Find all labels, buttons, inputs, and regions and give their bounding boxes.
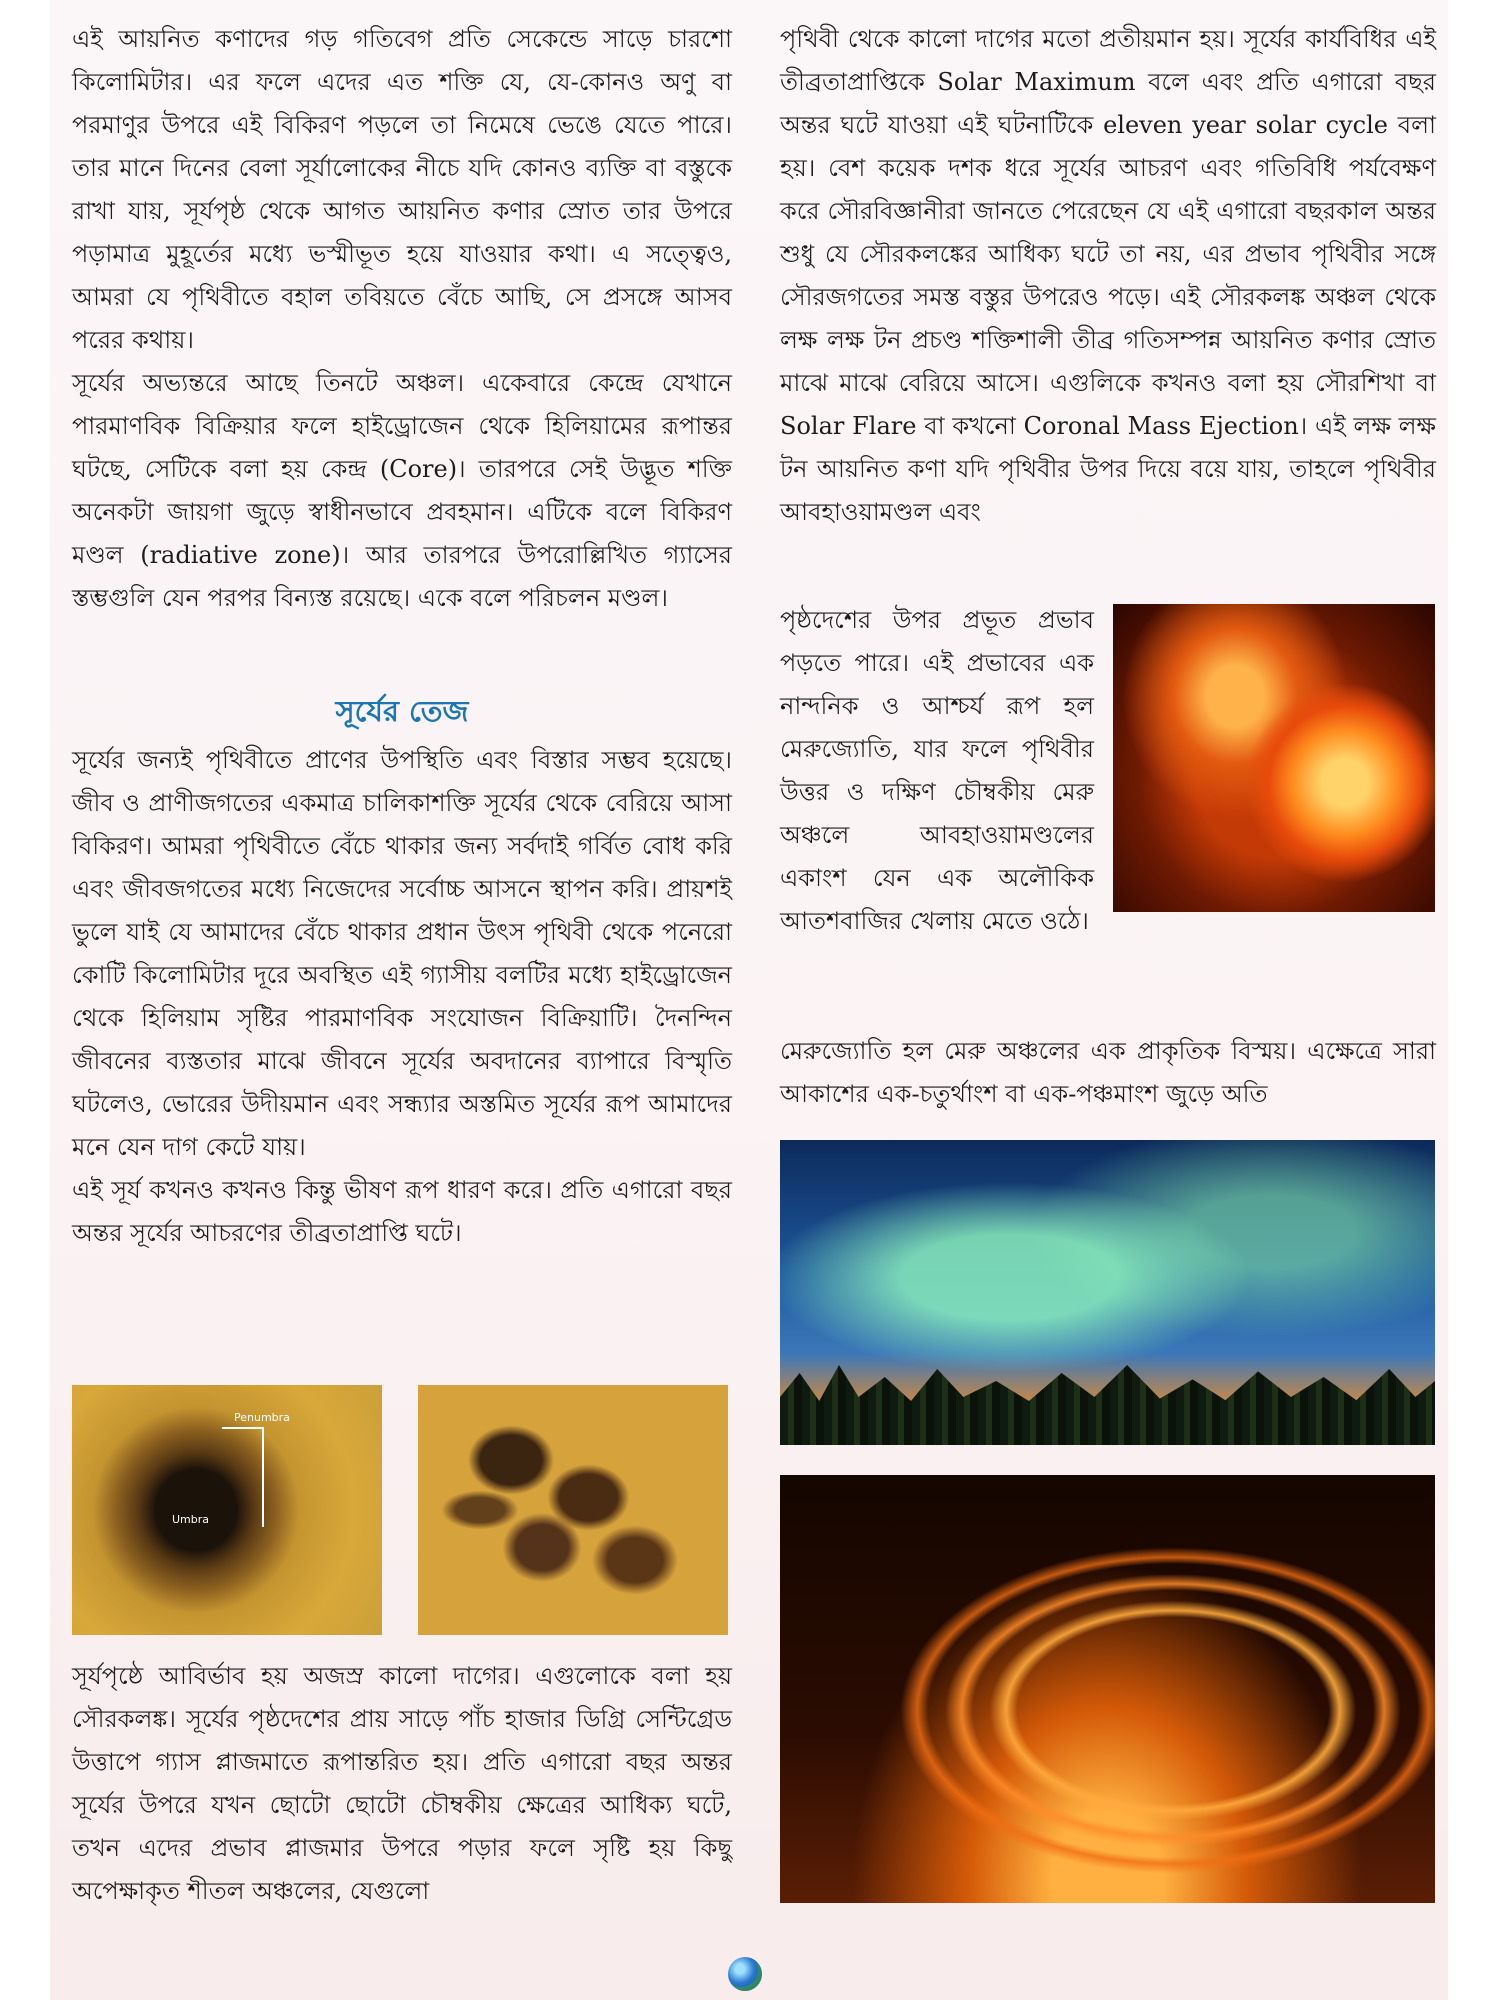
left-paragraph-1: এই আয়নিত কণাদের গড় গতিবেগ প্রতি সেকেন্ডে সাড়ে চারশো কিলোমিটার। এর ফলে এদের এত শক্তি যে, যে-কোনও অণু বা পরমাণুর উপরে এই বিকিরণ পড়লে তা নিমেষে ভেঙে যেতে পারে। তার মানে দিনের বেলা সূর্যালোকের নীচে যদি কোনও ব্যক্তি বা বস্তুকে রাখা যায়, সূর্যপৃষ্ঠ থেকে আগত আয়নিত কণার স্রোত তার উপরে পড়ামাত্র মুহূর্তের মধ্যে ভস্মীভূত হয়ে যাওয়ার কথা। এ সত্ত্বেও, আমরা যে পৃথিবীতে বহাল তবিয়তে বেঁচে আছি, সে প্রসঙ্গে আসব পরের কথায়। <box>72 25 732 354</box>
solar-flare-image <box>1113 604 1435 912</box>
umbra-label: Umbra <box>172 1513 210 1526</box>
sunspot-group-image <box>418 1385 728 1635</box>
right-column <box>780 18 1436 534</box>
sunspot-closeup-image <box>72 1385 382 1635</box>
page-margin-left <box>0 0 50 2000</box>
right-column-bottom <box>780 1030 1436 1116</box>
left-paragraph-4: এই সূর্য কখনও কখনও কিন্তু ভীষণ রূপ ধারণ করে। প্রতি এগারো বছর অন্তর সূর্যের আচরণের তীব্রতাপ্রাপ্তি ঘটে। <box>72 1176 732 1247</box>
penumbra-label: Penumbra <box>234 1411 290 1424</box>
right-wrap-paragraph: পৃষ্ঠদেশের উপর প্রভূত প্রভাব পড়তে পারে। এই প্রভাবের এক নান্দনিক ও আশ্চর্য রূপ হল মেরুজ্যোতি, যার ফলে পৃথিবীর উত্তর ও দক্ষিণ চৌম্বকীয় মেরু অঞ্চলে আবহাওয়ামণ্ডলের একাংশ যেন এক অলৌকিক আতশবাজির খেলায় মেতে ওঠে। <box>780 606 1094 935</box>
coronal-loops-image <box>780 1475 1435 1903</box>
globe-icon <box>728 1957 762 1991</box>
left-column-bottom <box>72 1655 732 1913</box>
penumbra-bracket <box>262 1427 264 1527</box>
right-paragraph-2: মেরুজ্যোতি হল মেরু অঞ্চলের এক প্রাকৃতিক বিস্ময়। এক্ষেত্রে সারা আকাশের এক-চতুর্থাংশ বা এক-পঞ্চমাংশ জুড়ে অতি <box>780 1037 1436 1108</box>
left-paragraph-3: সূর্যের জন্যই পৃথিবীতে প্রাণের উপস্থিতি এবং বিস্তার সম্ভব হয়েছে। জীব ও প্রাণীজগতের একমাত্র চালিকাশক্তি সূর্যের থেকে বেরিয়ে আসা বিকিরণ। আমরা পৃথিবীতে বেঁচে থাকার জন্য সর্বদাই গর্বিত বোধ করি এবং জীবজগতের মধ্যে নিজেদের সর্বোচ্চ আসনে স্থাপন করি। প্রায়শই ভুলে যাই যে আমাদের বেঁচে থাকার প্রধান উৎস পৃথিবী থেকে পনেরো কোটি কিলোমিটার দূরে অবস্থিত এই গ্যাসীয় বলটির মধ্যে হাইড্রোজেন থেকে হিলিয়াম সৃষ্টির পারমাণবিক সংযোজন বিক্রিয়াটি। দৈনন্দিন জীবনের ব্যস্ততার মাঝে জীবনে সূর্যের অবদানের ব্যাপারে বিস্মৃতি ঘটলেও, ভোরের উদীয়মান এবং সন্ধ্যার অস্তমিত সূর্যের রূপ আমাদের মনে যেন দাগ কেটে যায়। <box>72 746 732 1161</box>
treeline-silhouette <box>780 1365 1435 1445</box>
penumbra-pointer <box>222 1427 262 1429</box>
aurora-image <box>780 1140 1435 1445</box>
left-paragraph-2: সূর্যের অভ্যন্তরে আছে তিনটে অঞ্চল। একেবারে কেন্দ্রে যেখানে পারমাণবিক বিক্রিয়ার ফলে হাইড্রোজেন থেকে হিলিয়ামের রূপান্তর ঘটছে, সেটিকে বলা হয় কেন্দ্র (Core)। তারপরে সেই উদ্ভূত শক্তি অনেকটা জায়গা জুড়ে স্বাধীনভাবে প্রবহমান। এটিকে বলে বিকিরণ মণ্ডল (radiative zone)। আর তারপরে উপরোল্লিখিত গ্যাসের স্তম্ভগুলি যেন পরপর বিন্যস্ত রয়েছে। একে বলে পরিচলন মণ্ডল। <box>72 369 732 612</box>
left-column <box>72 18 732 1255</box>
page-margin-right <box>1448 0 1500 2000</box>
left-paragraph-5: সূর্যপৃষ্ঠে আবির্ভাব হয় অজস্র কালো দাগের। এগুলোকে বলা হয় সৌরকলঙ্ক। সূর্যের পৃষ্ঠদেশের প্রায় সাড়ে পাঁচ হাজার ডিগ্রি সেন্টিগ্রেড উত্তাপে গ্যাস প্লাজমাতে রূপান্তরিত হয়। প্রতি এগারো বছর অন্তর সূর্যের উপরে যখন ছোটো ছোটো চৌম্বকীয় ক্ষেত্রের আধিক্য ঘটে, তখন এদের প্রভাব প্লাজমার উপরে পড়ার ফলে সৃষ্টি হয় কিছু অপেক্ষাকৃত শীতল অঞ্চলের, যেগুলো <box>72 1662 732 1905</box>
right-wrap-text <box>780 599 1094 943</box>
right-paragraph-1: পৃথিবী থেকে কালো দাগের মতো প্রতীয়মান হয়। সূর্যের কার্যবিধির এই তীব্রতাপ্রাপ্তিকে Solar Maximum বলে এবং প্রতি এগারো বছর অন্তর ঘটে যাওয়া এই ঘটনাটিকে eleven year solar cycle বলা হয়। বেশ কয়েক দশক ধরে সূর্যের আচরণ এবং গতিবিধি পর্যবেক্ষণ করে সৌরবিজ্ঞানীরা জানতে পেরেছেন যে এই এগারো বছরকাল অন্তর শুধু যে সৌরকলঙ্কের আধিক্য ঘটে তা নয়, এর প্রভাব পৃথিবীর সঙ্গে সৌরজগতের সমস্ত বস্তুর উপরেও পড়ে। এই সৌরকলঙ্ক অঞ্চল থেকে লক্ষ লক্ষ টন প্রচণ্ড শক্তিশালী তীব্র গতিসম্পন্ন আয়নিত কণার স্রোত মাঝে মাঝে বেরিয়ে আসে। এগুলিকে কখনও বলা হয় সৌরশিখা বা Solar Flare বা কখনো Coronal Mass Ejection। এই লক্ষ লক্ষ টন আয়নিত কণা যদি পৃথিবীর উপর দিয়ে বয়ে যায়, তাহলে পৃথিবীর আবহাওয়ামণ্ডল এবং <box>780 25 1436 526</box>
section-heading: সূর্যের তেজ <box>335 694 469 728</box>
